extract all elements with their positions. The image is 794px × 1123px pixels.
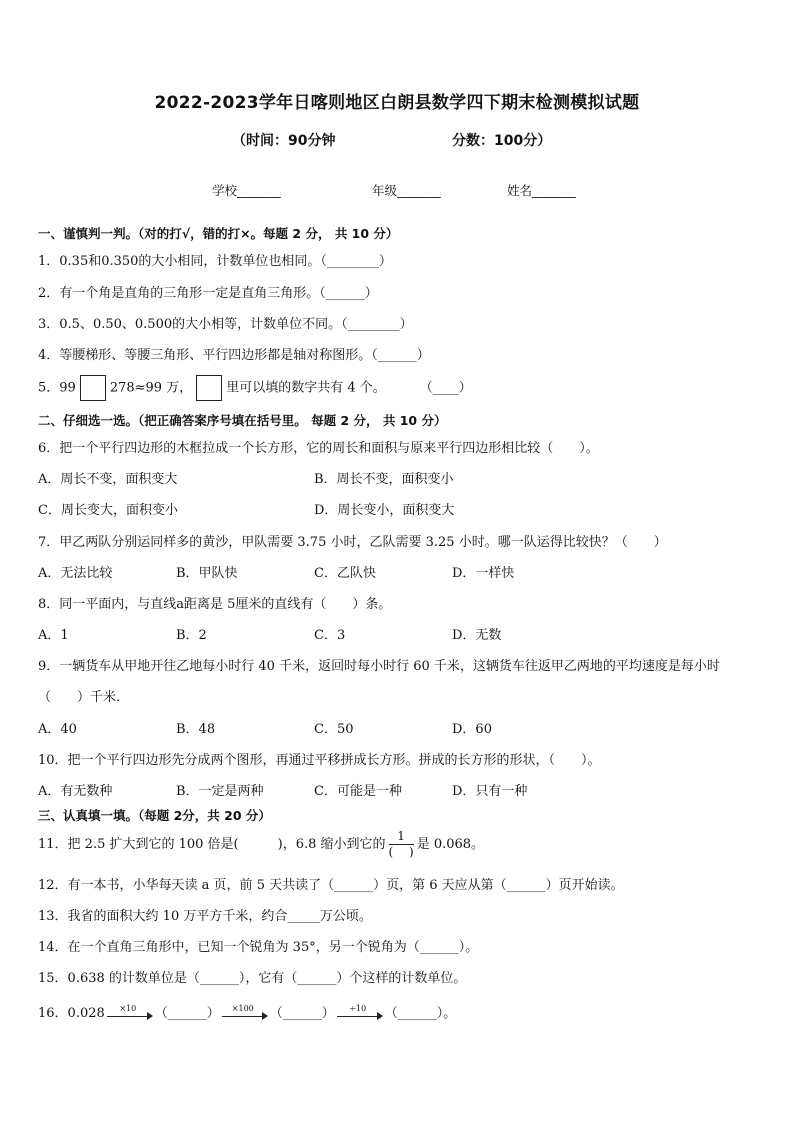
question-14: 14．在一个直角三角形中，已知一个锐角为 35°，另一个锐角为（______）。 xyxy=(38,940,479,955)
q10-option-c: C．可能是一种 xyxy=(314,784,402,799)
q16-blank-2: （______） xyxy=(269,1006,335,1021)
q6-option-a: A．周长不变，面积变大 xyxy=(38,472,178,487)
q8-option-b: B．2 xyxy=(176,628,207,643)
q7-option-d: D．一样快 xyxy=(452,566,515,581)
answer-box xyxy=(196,375,222,401)
q11-part-b: 是 0.068。 xyxy=(416,837,485,852)
question-8: 8．同一平面内，与直线a距离是 5厘米的直线有（ ）条。 xyxy=(38,597,392,612)
question-2: 2．有一个角是直角的三角形一定是直角三角形。（______） xyxy=(38,286,378,301)
q9-option-b: B．48 xyxy=(176,722,216,737)
question-10: 10．把一个平行四边形先分成两个图形，再通过平移拼成长方形。拼成的长方形的形状，（ ）。 xyxy=(38,753,601,768)
question-1: 1．0.35和0.350的大小相同，计数单位也相同。（________） xyxy=(38,254,392,269)
arrow-icon xyxy=(222,1003,268,1021)
question-16 xyxy=(38,1002,456,1021)
name-field: 姓名_______ xyxy=(507,183,576,198)
q16-blank-3: （______）。 xyxy=(384,1006,457,1021)
question-12: 12．有一本书，小华每天读 a 页，前 5 天共读了（______）页，第 6 天应从第（______）页开始读。 xyxy=(38,878,624,893)
q10-option-d: D．只有一种 xyxy=(452,784,528,799)
arrow-label: ×10 xyxy=(119,1003,137,1013)
question-6: 6．把一个平行四边形的木框拉成一个长方形，它的周长和面积与原来平行四边形相比较（ ）。 xyxy=(38,441,599,456)
question-13: 13．我省的面积大约 10 万平方千米，约合_____万公顷。 xyxy=(38,909,372,924)
answer-box xyxy=(80,375,106,401)
q7-option-a: A．无法比较 xyxy=(38,566,113,581)
q7-option-c: C．乙队快 xyxy=(314,566,376,581)
question-3: 3．0.5、0.50、0.500的大小相等，计数单位不同。（________） xyxy=(38,317,413,332)
q6-option-b: B．周长不变，面积变小 xyxy=(314,472,454,487)
arrow-icon xyxy=(337,1003,383,1021)
q16-start: 16．0.028 xyxy=(38,1006,105,1021)
q9-option-d: D．60 xyxy=(452,722,492,737)
fraction-numerator: 1 xyxy=(389,829,414,845)
question-9-line2: （ ）千米． xyxy=(38,690,130,705)
page-title: 2022-2023学年日喀则地区白朗县数学四下期末检测模拟试题 xyxy=(154,93,640,113)
school-field: 学校_______ xyxy=(212,183,281,198)
arrow-label: ×100 xyxy=(231,1003,254,1013)
fraction xyxy=(389,829,414,860)
q8-option-a: A．1 xyxy=(38,628,69,643)
q10-option-b: B．一定是两种 xyxy=(176,784,264,799)
q6-option-c: C．周长变大，面积变小 xyxy=(38,503,178,518)
question-11 xyxy=(38,829,484,860)
question-5 xyxy=(38,375,472,401)
q5-part-b: 278≈99 万， xyxy=(109,380,193,396)
q5-part-d: （____） xyxy=(419,380,472,396)
section3-heading: 三、认真填一填。（每题 2分，共 20 分） xyxy=(38,808,271,823)
section2-heading: 二、仔细选一选。（把正确答案序号填在括号里。 每题 2 分， 共 10 分） xyxy=(38,413,447,428)
question-9-line1: 9．一辆货车从甲地开往乙地每小时行 40 千米，返回时每小时行 60 千米，这辆货车往返甲乙两地的平均速度是每小时 xyxy=(38,659,720,674)
q6-option-d: D．周长变小，面积变大 xyxy=(314,503,455,518)
exam-time: （时间：90分钟 xyxy=(232,133,336,149)
q8-option-c: C．3 xyxy=(314,628,346,643)
arrow-icon xyxy=(107,1003,153,1021)
q7-option-b: B．甲队快 xyxy=(176,566,238,581)
question-4: 4．等腰梯形、等腰三角形、平行四边形都是轴对称图形。（______） xyxy=(38,348,430,363)
q16-blank-1: （______） xyxy=(154,1006,220,1021)
exam-score: 分数：100分） xyxy=(452,133,552,149)
question-15: 15．0.638 的计数单位是（______），它有（______）个这样的计数单位。 xyxy=(38,971,467,986)
arrow-label: ÷10 xyxy=(349,1003,367,1013)
q9-option-a: A．40 xyxy=(38,722,77,737)
q10-option-a: A．有无数种 xyxy=(38,784,113,799)
q5-part-a: 5．99 xyxy=(38,380,76,396)
q8-option-d: D．无数 xyxy=(452,628,502,643)
fraction-denominator: ( ) xyxy=(388,845,414,859)
q5-part-c: 里可以填的数字共有 4 个。 xyxy=(226,380,386,396)
section1-heading: 一、谨慎判一判。（对的打√，错的打×。每题 2 分， 共 10 分） xyxy=(38,226,399,241)
question-7: 7．甲乙两队分别运同样多的黄沙，甲队需要 3.75 小时，乙队需要 3.25 小时。哪一队运得比较快？（ ） xyxy=(38,535,667,550)
q9-option-c: C．50 xyxy=(314,722,354,737)
grade-field: 年级_______ xyxy=(372,183,441,198)
q11-part-a: 11．把 2.5 扩大到它的 100 倍是( )，6.8 缩小到它的 xyxy=(38,837,386,852)
